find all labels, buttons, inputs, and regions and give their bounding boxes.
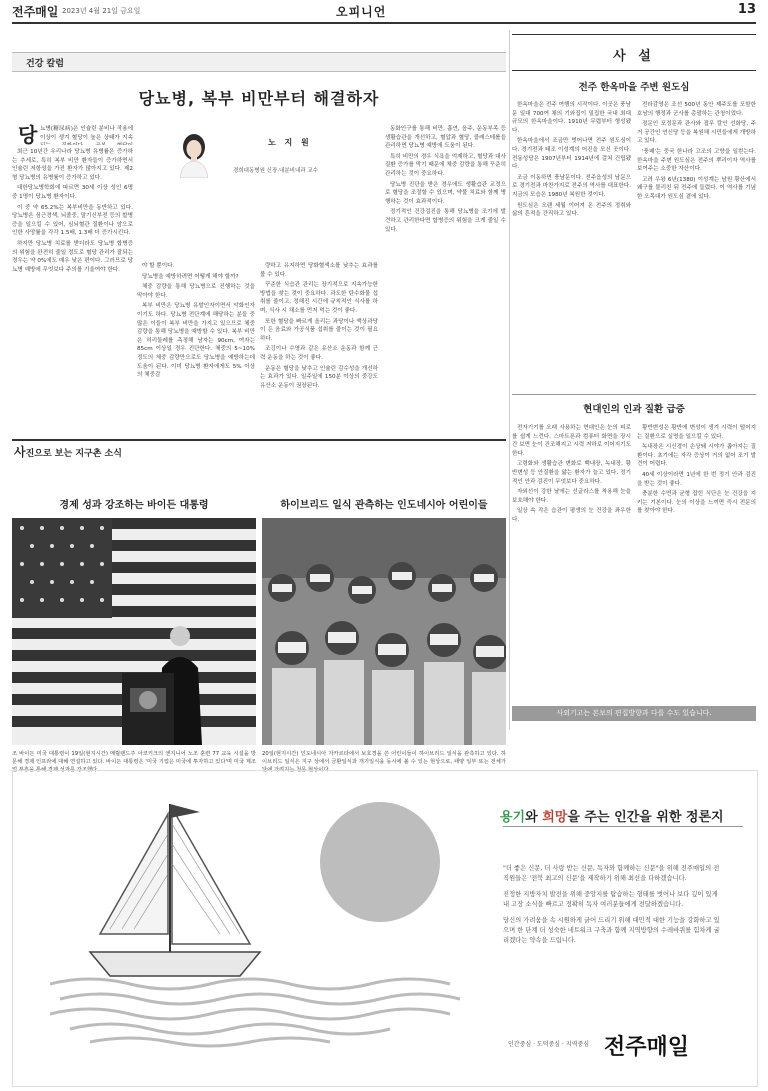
column-paragraph: 하지만 당뇨병 치료를 받더라도 당뇨병 합병증의 위험을 완전히 줄일 정도로 혈당 관리가 잘되는 경우는 약 0%에도 매우 낮은 편이다. 그러므로 당뇨병 예방에 무엇보다 주의를 기울여야 한다.	[12, 240, 133, 273]
photo1-headline: 경제 성과 강조하는 바이든 대통령	[59, 500, 209, 511]
column-text-col3	[260, 262, 378, 434]
column-paragraph: 최근 10년간 우리나라 당뇨병 유병률은 증가하는 추세로, 특히 복부 비만 환자들이 증가하면서 인슐린 저항성을 가진 환자가 많아지고 있다. 제2형 당뇨병의 유병률이 증가하고 있다.	[12, 149, 133, 181]
column-text-col4	[385, 125, 506, 434]
advertisement-text	[503, 864, 721, 952]
eclipse-children-photo	[262, 518, 506, 745]
author-affiliation: 경희대동병원 신장·내분비내과 교수	[233, 168, 318, 174]
column-paragraph: 대한당뇨병학회에 따르면 30세 이상 성인 6명 중 1명이 당뇨병 환자이다.	[12, 185, 133, 200]
column-paragraph: 정기적인 건강검진을 통해 당뇨병을 조기에 발견하고 관리한다면 합병증의 위험을 크게 줄일 수 있다.	[385, 209, 506, 233]
column-headline: 당뇨병, 복부 비만부터 해결하자	[138, 89, 380, 108]
editorial-paragraph: 한옥마을에서 조금만 벗어나면 전주 원도심이다. 경기전과 태조 이성계의 어진을 모신 곳이다. 전동성당은 1907년부터 1914년에 걸쳐 건립됐다.	[512, 138, 631, 171]
editorial-paragraph: 황반변성은 황반에 변성이 생겨 시력이 떨어지는 질환으로 실명을 일으킬 수 있다.	[637, 425, 756, 440]
author-name: 노 지 원	[268, 138, 312, 147]
drop-cap: 당	[18, 123, 38, 147]
photo1-caption: 조 바이든 미국 대통령이 19일(현지시간) 메릴랜드주 아코키크의 엔지니어 노조 훈련 77 교육 시설을 방문해 경제 인프라에 대해 연설하고 있다. 바이든 대통령은 '미국 기업은 미국에 투자하고 있다'며 미국 제조업 부흥을 통해 경제 성과를 강조했다.	[12, 751, 256, 773]
editorial1-col2	[637, 101, 756, 389]
editorial-paragraph: 조금 이동하면 풍남문이다. 전주읍성의 남문으로 경기전과 마찬가지로 전주의 역사를 대표한다. 지금의 모습은 1980년 복원한 것이다.	[512, 174, 631, 198]
column-paragraph: 특히 비만의 경우 식욕을 억제하고, 혈당과 대사질환 증가를 막기 때문에 체중 감량을 통해 꾸준히 관리하는 것이 중요하다.	[385, 153, 506, 177]
photo2-caption: 20일(현지시간) 인도네시아 자카르타에서 보호경을 쓴 어린이들이 하이브리드 일식을 관측하고 있다. 하이브리드 일식은 지구 상에서 금환일식과 개기일식을 동시에 볼 수 있는 현상으로, 태양 일부 또는 전체가 달에 가려지는 천문 현상이다.	[262, 751, 506, 773]
column-paragraph: 복부 비만은 당뇨병 유발인자이면서 악화인자이기도 하다. 당뇨병 전단계에 해당하는 분들 중 많은 이들이 복부 비만을 가지고 있으므로 체중 감량을 통해 당뇨병을 예방할 수 있다. 복부 비만은 허리둘레를 측정해 남자는 90cm, 여자는 85cm 이상일 경우 진단한다. 체중의 5~10% 정도의 체중 감량만으로도 당뇨병을 예방하는데 도움이 된다. 이미 당뇨병 환자에게도 5% 이상의 체중감	[137, 303, 255, 379]
column-paragraph: 조깅이나 수영과 같은 유산소 운동과 함께 근력 운동을 하는 것이 좋다.	[260, 346, 378, 361]
column-paragraph: 당뇨병을 예방하려면 어떻게 해야 할까?	[142, 273, 239, 280]
advertisement-paragraph: 진정한 지방자치 발전을 위해 중앙지를 탐습하는 형태를 벗어나 보다 깊이 있게 내 고장 소식을 빠르고 정확히 독자 여러분들에게 전달하겠습니다.	[503, 891, 718, 908]
column-kicker-label: 건강 칼럼	[26, 59, 64, 69]
advertisement-logo: 전주매일	[604, 1035, 690, 1060]
editorial2-col1	[512, 424, 631, 700]
photo-news-header	[12, 439, 506, 457]
editorial-paragraph: 한옥마을은 전주 여행의 시작이다. 이곳은 풍남문 일대 700여 채의 기와집이 밀집한 국내 최대 규모의 한옥마을이다. 1910년 무렵부터 형성됐다.	[512, 102, 631, 134]
editorial-notice: 사외기고는 본보의 편집방향과 다를 수도 있습니다.	[512, 706, 756, 721]
editorial-paragraph: 전자기기를 오래 사용하는 현대인은 눈의 피로를 쉽게 느낀다. 스마트폰과 컴퓨터 화면을 장시간 보면 눈이 건조해지고 시력 저하로 이어지기도 한다.	[512, 425, 631, 457]
biden-speech-photo	[12, 518, 256, 745]
issue-date: 2023년 4월 21일 금요일	[62, 7, 141, 15]
column-paragraph: 야 할 뿐이다.	[142, 263, 175, 269]
column-paragraph: 이 중 약 65.2%는 복부비만을 동반하고 있다. 당뇨병은 심근경색, 뇌졸중, 말기신부전 등의 합병증을 일으킬 수 있어, 심뇌혈관 질환이나 암으로 인한 사망률을 각각 1.5배, 1.3배 더 증가시킨다.	[12, 204, 133, 237]
editorial-paragraph: 고려 우왕 6년(1380) 이성계는 남원 황산에서 왜구를 물리친 뒤 전주에 들렀다. 이 역사를 기념한 오목대가 원도심 곁에 있다.	[637, 176, 756, 200]
column-paragraph: 당뇨병 진단을 받은 경우에도 생활습관 교정으로 혈당을 조절할 수 있으며, 약물 치료와 함께 병행하는 것이 효과적이다.	[385, 181, 506, 205]
sailboat-illustration	[50, 784, 470, 1054]
editorial2-headline: 현대인의 인과 질환 급증	[583, 404, 685, 415]
advertisement-title: 용기와 희망을 주는 인간을 위한 정론지	[500, 810, 724, 825]
advertisement-slogan: 인간중심 · 도덕중심 · 지역중심	[508, 1041, 589, 1048]
photo2-headline: 하이브리드 일식 관측하는 인도네시아 어린이들	[280, 500, 488, 511]
editorial-top-rule	[512, 34, 756, 35]
editorial-paragraph: '풍패'는 중국 한나라 고조의 고향을 일컫는다. 한옥마을 주변 원도심은 전주의 뿌리이자 역사를 보여주는 소중한 자산이다.	[637, 148, 756, 173]
photo-news-title: 사진으로 보는 지구촌 소식	[14, 445, 122, 459]
column-divider	[509, 30, 510, 730]
advertisement-title-rule	[503, 826, 743, 827]
column-paragraph: 뇨병(糖尿病)은 인슐린 분비나 작용에 이상이 생겨 혈당이 높은 상태가 지속	[40, 126, 133, 141]
editorial-paragraph: 자외선이 강한 날에는 선글라스를 착용해 눈을 보호해야 한다.	[512, 489, 631, 504]
editorial-title-rule	[512, 70, 756, 71]
editorial-paragraph: 원도심은 오랜 세월 이어져 온 전주의 정취와 삶의 흔적을 간직하고 있다.	[512, 202, 631, 218]
editorial-paragraph: 녹내장은 시신경이 손상돼 시야가 좁아지는 질환이다. 초기에는 자각 증상이 거의 없어 조기 발견이 어렵다.	[637, 444, 756, 468]
column-text-col1	[12, 148, 133, 434]
column-paragraph: 체중 감량을 통해 당뇨병으로 진행하는 것을 막아야 한다.	[137, 284, 255, 299]
editorial-paragraph: 고령화와 생활습관 변화로 백내장, 녹내장, 황반변성 등 안질환을 앓는 환자가 늘고 있다. 정기적인 안과 검진이 무엇보다 중요하다.	[512, 461, 631, 485]
editorial-paragraph: 일상 속 작은 습관이 평생의 눈 건강을 좌우한다.	[512, 508, 631, 523]
column-paragraph: 또한 혈당을 빠르게 올리는 과당이나 액상과당이 든 음료와 가공식품 섭취를 줄이는 것이 필요하다.	[260, 318, 378, 342]
section-name: 오피니언	[336, 5, 387, 19]
advertisement-paragraph: "더 좋은 신문, 더 사랑 받는 신문, 독자와 함께하는 신문"을 위해 전주매일의 전 직원들은 '전북 최고의 신문'을 제작하기 위해 최선을 다하겠습니다.	[503, 865, 720, 882]
editorial2-col2	[637, 424, 756, 700]
editorial-paragraph: 전라감영은 조선 500년 동안 제주도를 포함한 호남의 행정과 군사를 총괄하는 관청이었다.	[637, 102, 756, 117]
editorial-paragraph: 충분한 수면과 균형 잡힌 식단은 눈 건강을 지키는 기본이다. 눈의 이상을 느끼면 즉시 전문의를 찾아야 한다.	[637, 491, 756, 515]
column-text-col2	[137, 262, 255, 434]
column-paragraph: 동화인구를 통해 비만, 흡연, 음주, 운동부족 등 생활습관을 개선하고, 혈압과 혈당, 콜레스테롤을 관리하면 당뇨병 예방에 도움이 된다.	[385, 126, 506, 150]
editorial-separator	[512, 394, 756, 395]
column-kicker	[12, 52, 506, 72]
page-number: 13	[737, 2, 756, 17]
column-text-col1-lead	[40, 125, 133, 145]
column-paragraph: 운동은 혈당을 낮추고 인슐린 감수성을 개선하는 효과가 있다. 일주일에 150분 이상의 중강도 유산소 운동이 권장된다.	[260, 365, 378, 389]
author-portrait	[176, 130, 212, 178]
editorial-paragraph: 40세 이상이라면 1년에 한 번 정기 안과 검진을 받는 것이 좋다.	[637, 471, 756, 487]
editorial-title: 사 설	[613, 49, 655, 64]
advertisement-paragraph: 당신의 가려움을 속 시원하게 긁어 드리기 위해 대민적 대한 기능을 강화하고 있으며 한 단계 더 성숙한 네트워크 구축과 함께 지역방향의 수레바퀴를 힘차게 굴리겠다는 약속을 드립니다.	[503, 917, 720, 944]
editorial-paragraph: 정문인 포정문과 관사와 접무 칼인 선화당, 주거 공간인 연신당 등을 복원해 시민들에게 개방하고 있다.	[637, 121, 756, 145]
masthead-logo: 전주매일	[12, 5, 59, 19]
editorial1-headline: 전주 한옥마을 주변 원도심	[578, 82, 690, 93]
editorial1-col1	[512, 101, 631, 389]
column-paragraph: 량하고 유지하면 당화혈색소를 낮추는 효과를 볼 수 있다.	[260, 263, 378, 278]
column-paragraph: 꾸준한 식습관 관리는 장기적으로 지속가능한 방법을 찾는 것이 중요하다. 과도한 탄수화물 섭취를 줄이고, 정해진 시간에 규칙적인 식사를 하며, 식사 시 채소를 먼저 먹는 것이 좋다.	[260, 282, 378, 314]
